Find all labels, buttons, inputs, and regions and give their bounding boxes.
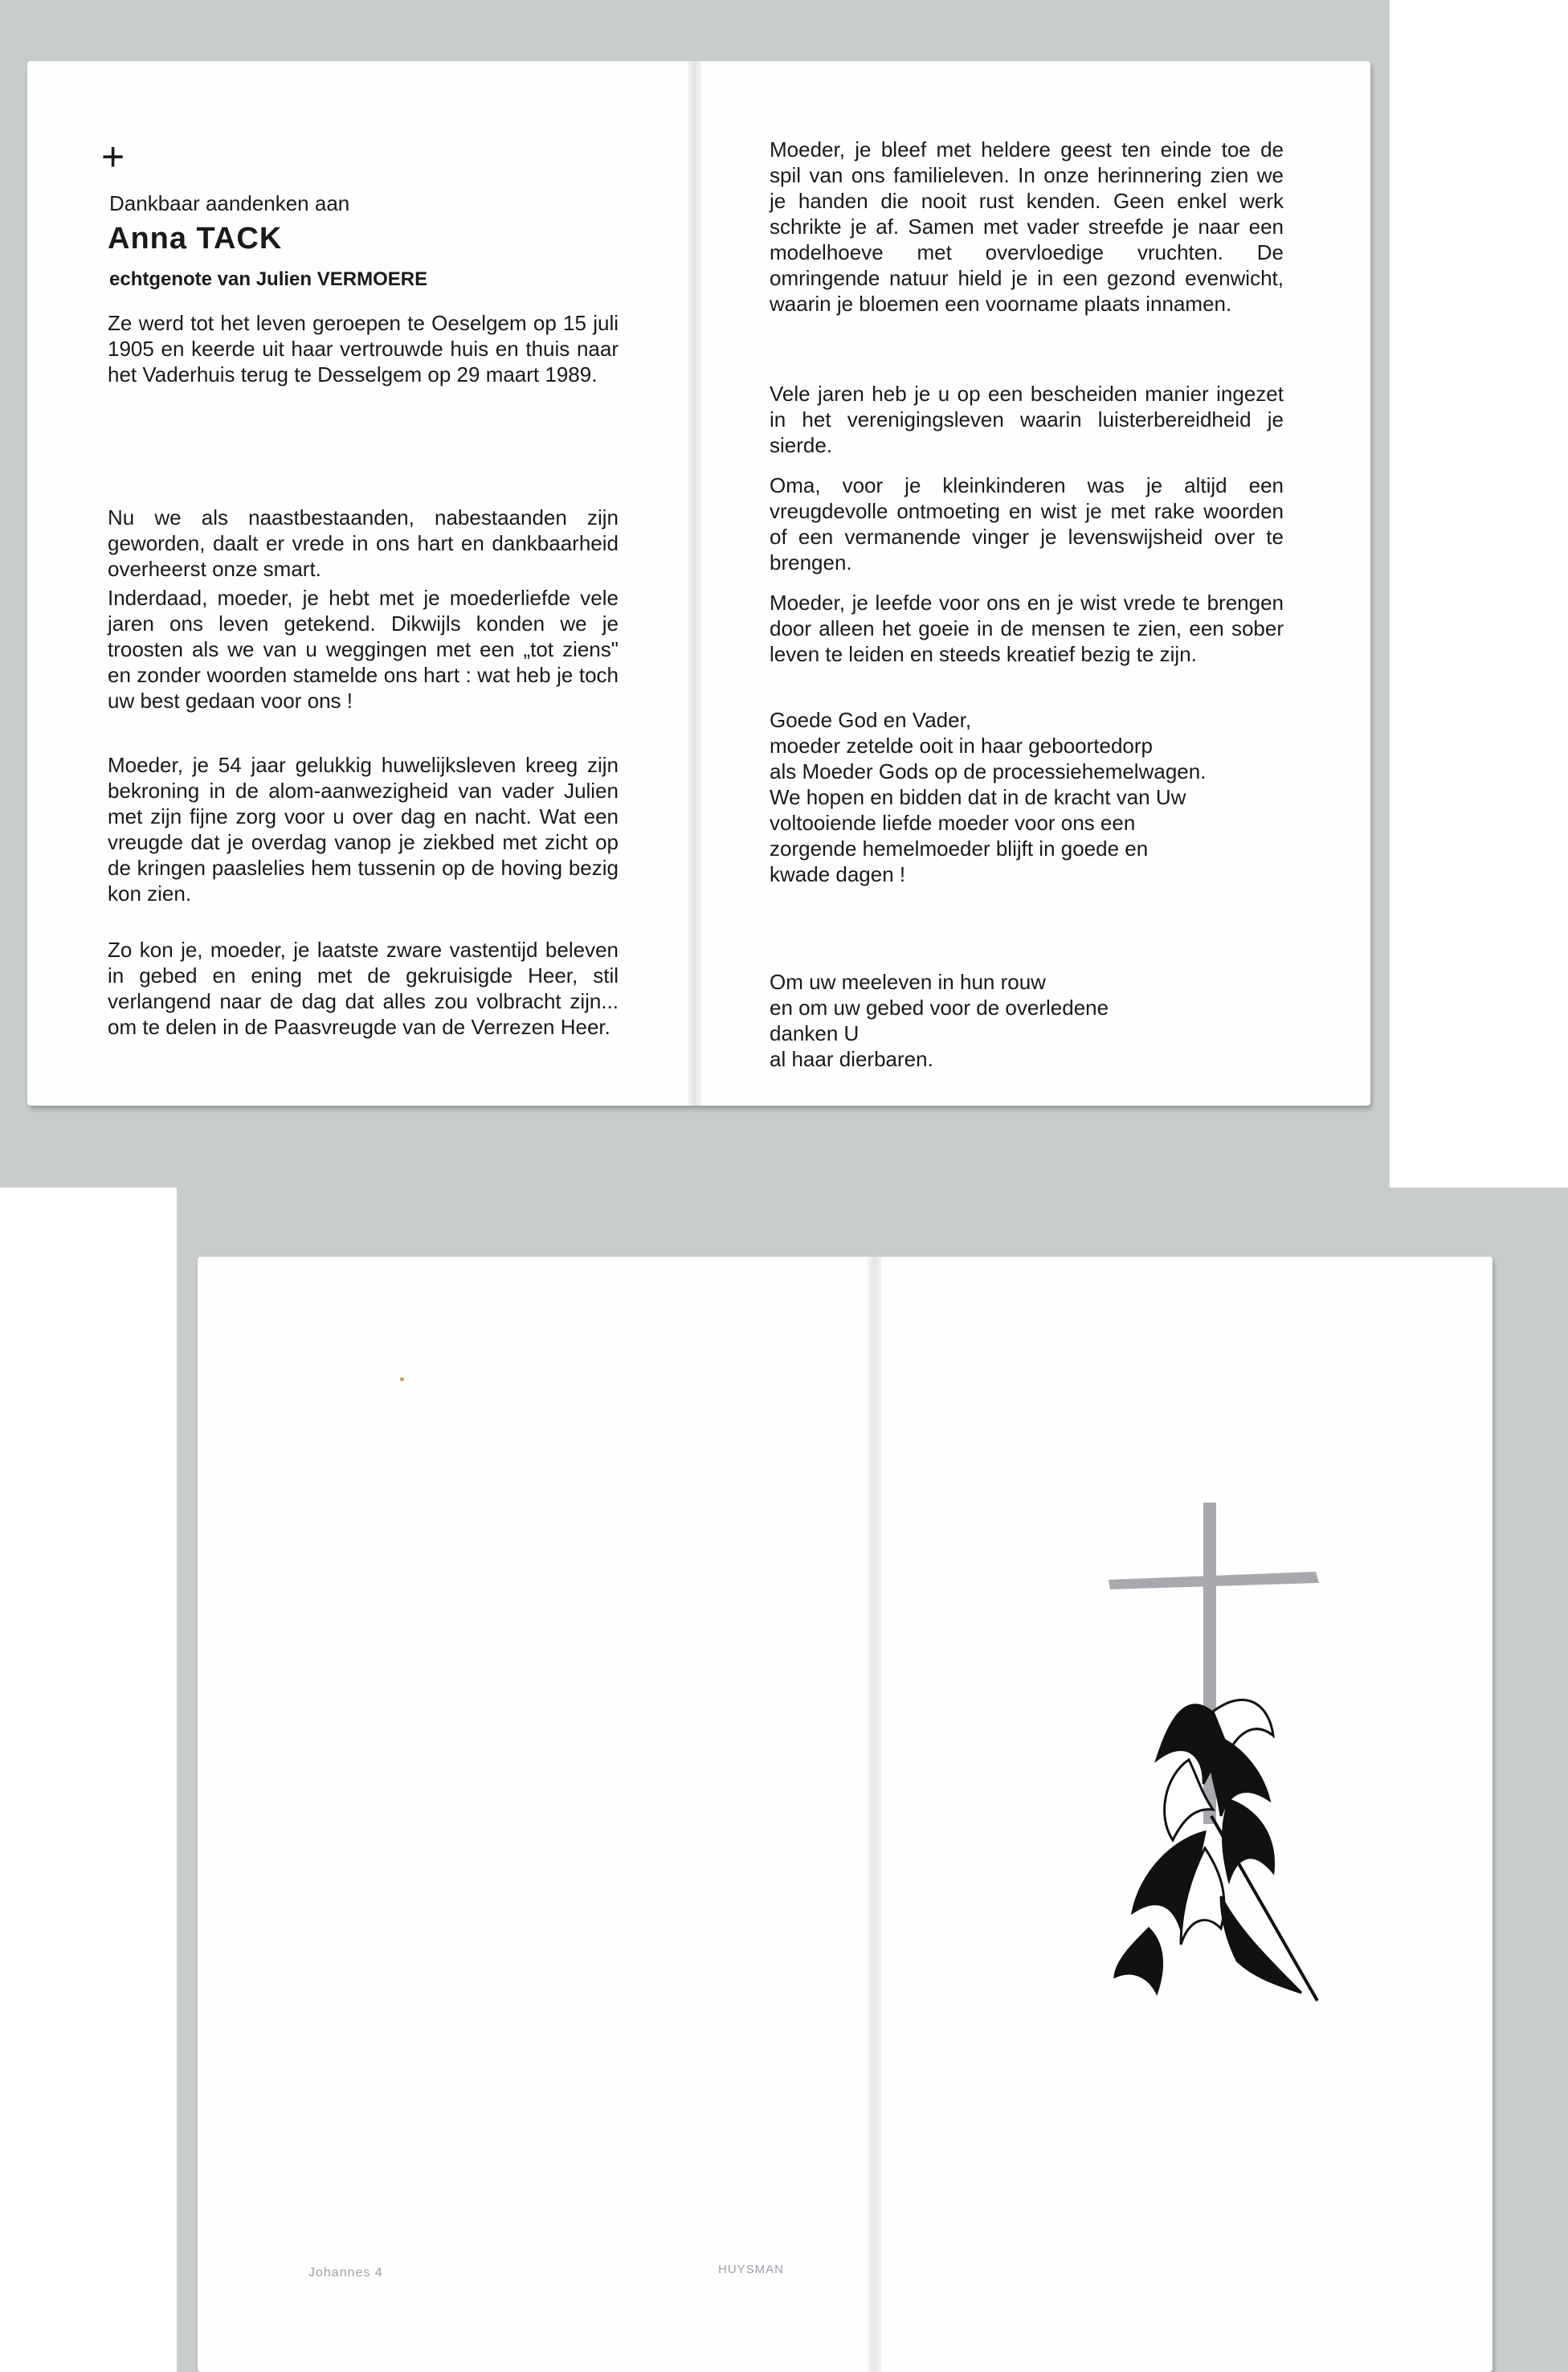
card-fold — [868, 1257, 882, 2372]
intro-text: Dankbaar aandenken aan — [109, 191, 350, 215]
prayer-line: moeder zetelde ooit in haar geboortedorp — [770, 734, 1153, 758]
prayer-line: We hopen en bidden dat in de kracht van Uw — [770, 785, 1186, 809]
paragraph: Zo kon je, moeder, je laatste zware vastentijd beleven in gebed en ening met de gekruisigde Heer, stil verlangend naar de dag dat alles zou volbracht zijn... om te delen in de Paasvreugde van de Verrezen Heer. — [108, 938, 619, 1039]
thanks-line: en om uw gebed voor de overledene — [770, 996, 1109, 1020]
cross-icon: + — [101, 134, 125, 179]
prayer-block — [770, 707, 1206, 887]
lily-flowers — [1115, 1700, 1317, 2001]
prayer-line: zorgende hemelmoeder blijft in goede en — [770, 836, 1149, 861]
paragraph: Nu we als naastbestaanden, nabestaanden zijn geworden, daalt er vrede in ons hart en dankbaarheid overheerst onze smart. — [108, 505, 619, 581]
cross-lilies-illustration — [1109, 1495, 1350, 2017]
paper-speck — [400, 1377, 404, 1381]
paragraph: Vele jaren heb je u op een bescheiden manier ingezet in het verenigingsleven waarin luisterbereidheid je sierde. — [770, 382, 1284, 457]
thanks-line: al haar dierbaren. — [770, 1047, 933, 1071]
prayer-line: voltooiende liefde moeder voor ons een — [770, 811, 1136, 835]
footer-bible-reference: Johannes 4 — [308, 2266, 383, 2280]
spouse-line: echtgenote van Julien VERMOERE — [109, 268, 428, 290]
footer-printer: HUYSMAN — [718, 2263, 785, 2276]
thanks-block — [770, 969, 1109, 1072]
thanks-line: Om uw meeleven in hun rouw — [770, 970, 1046, 994]
prayer-line: kwade dagen ! — [770, 862, 906, 886]
paragraph: Ze werd tot het leven geroepen te Oeselgem op 15 juli 1905 en keerde uit haar vertrouwde huis en thuis naar het Vaderhuis terug te Desselgem op 29 maart 1989. — [108, 311, 619, 386]
paragraph: Moeder, je leefde voor ons en je wist vrede te brengen door alleen het goeie in de mensen te zien, een sober leven te leiden en steeds kreatief bezig te zijn. — [770, 591, 1284, 666]
prayer-line: Goede God en Vader, — [770, 708, 972, 732]
paragraph: Oma, voor je kleinkinderen was je altijd een vreugdevolle ontmoeting en wist je met rake woorden of een vermanende vinger je levenswijsheid over te brengen. — [770, 473, 1284, 575]
card-fold — [688, 61, 702, 1106]
deceased-name: Anna TACK — [108, 222, 283, 256]
paragraph: Inderdaad, moeder, je hebt met je moederliefde vele jaren ons leven getekend. Dikwijls konden we je troosten als we van u weggingen met een „tot ziens" en zonder woorden stamelde ons hart : wat heb je toch uw best gedaan voor ons ! — [108, 586, 619, 713]
paragraph: Moeder, je 54 jaar gelukkig huwelijksleven kreeg zijn bekroning in de alom-aanwezigheid van vader Julien met zijn fijne zorg voor u over dag en nacht. Wat een vreugde dat je overdag vanop je ziekbed met zicht op de kringen paaslelies hem tussenin op de hoving bezig kon zien. — [108, 753, 619, 906]
prayer-line: als Moeder Gods op de processiehemelwagen. — [770, 759, 1207, 783]
thanks-line: danken U — [770, 1021, 860, 1045]
paragraph: Moeder, je bleef met heldere geest ten einde toe de spil van ons familieleven. In onze herinnering zien we je handen die nooit rust kenden. Geen enkel werk schrikte je af. Samen met vader streefde je naar een modelhoeve met overvloedige vruchten. De omringende natuur hield je in een gezond evenwicht, waarin je bloemen een voorname plaats innamen. — [770, 137, 1284, 316]
